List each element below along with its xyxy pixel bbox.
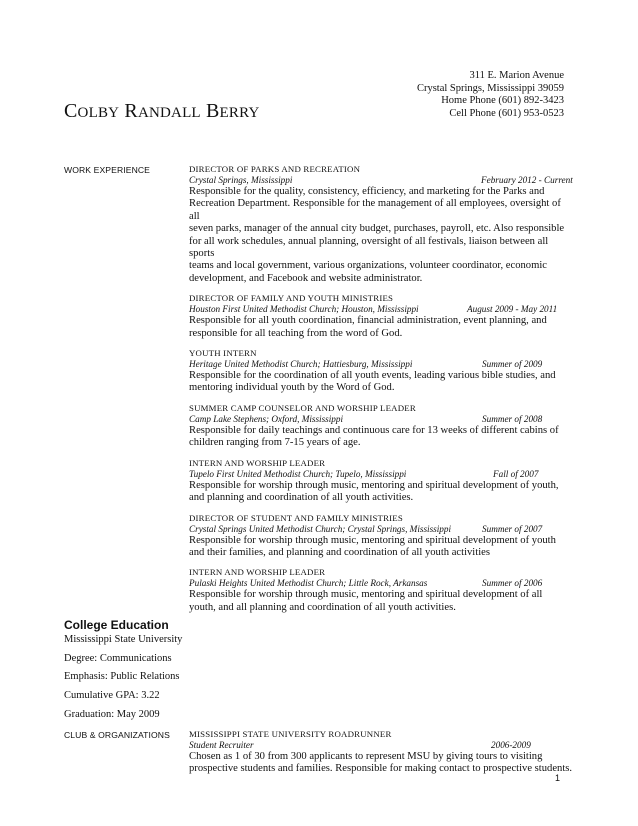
job-org-line [189, 524, 571, 535]
job-description-line: Responsible for the coordination of all youth events, leading various bible studies, and [189, 370, 556, 382]
job-entry [189, 403, 571, 450]
contact-block [417, 70, 564, 120]
job-date: Summer of 2007 [482, 523, 543, 534]
home-phone: Home Phone (601) 892-3423 [441, 95, 564, 107]
name-last-rest: ERRY [219, 105, 260, 121]
job-date: Fall of 2007 [493, 468, 539, 479]
job-title: INTERN AND WORSHIP LEADER [189, 567, 326, 578]
education-gpa: Cumulative GPA: 3.22 [64, 690, 160, 701]
page-number: 1 [554, 773, 560, 783]
job-title: DIRECTOR OF STUDENT AND FAMILY MINISTRIES [189, 512, 403, 523]
job-description-line: responsible for all teaching from the word of God. [189, 327, 403, 339]
job-description-line: youth, and all planning and coordination of all youth activities. [189, 601, 456, 613]
job-description [189, 370, 571, 395]
job-description-line: mentoring individual youth by the Word of God. [189, 382, 395, 394]
work-experience-list [189, 164, 571, 622]
job-description-line: Responsible for the quality, consistency, efficiency, and marketing for the Parks and [189, 186, 545, 197]
job-entry [189, 164, 571, 285]
job-org-line [189, 304, 571, 315]
job-title: DIRECTOR OF FAMILY AND YOUTH MINISTRIES [189, 293, 394, 304]
job-date: Summer of 2008 [482, 413, 543, 424]
job-org: Tupelo First United Methodist Church; Tupelo, Mississippi [189, 468, 407, 479]
education-heading: College Education [64, 618, 169, 632]
job-title: DIRECTOR OF PARKS AND RECREATION [189, 164, 361, 174]
job-description-line: seven parks, manager of the annual city budget, purchases, payroll, etc. Also responsible [189, 223, 565, 235]
job-description [189, 535, 571, 560]
job-org-line [189, 359, 571, 370]
club-description-line: prospective students and families. Responsible for making contact to prospective students. [189, 763, 573, 775]
education-emphasis: Emphasis: Public Relations [64, 671, 180, 682]
job-entry [189, 513, 571, 560]
job-entry [189, 293, 571, 340]
education-degree: Degree: Communications [64, 653, 172, 664]
candidate-name [64, 100, 260, 123]
job-description-line: Responsible for all youth coordination, financial administration, event planning, and [189, 315, 547, 327]
job-entry [189, 348, 571, 395]
job-description-line: Recreation Department. Responsible for the management of all employees, oversight of all [189, 198, 561, 222]
job-description-line: teams and local government, various organizations, volunteer coordinator, economic [189, 260, 547, 272]
job-date: Summer of 2006 [482, 578, 543, 589]
city-line: Crystal Springs, Mississippi 39059 [416, 82, 564, 94]
job-description-line: development, and Facebook and website administrator. [189, 272, 423, 284]
clubs-list [189, 729, 571, 784]
job-org-line [189, 469, 571, 480]
club-description-line: Chosen as 1 of 30 from 300 applicants to represent MSU by giving tours to visiting [189, 751, 543, 762]
job-description [189, 589, 571, 614]
job-description-line: Responsible for worship through music, mentoring and spiritual development of all [189, 589, 543, 601]
job-org: Camp Lake Stephens; Oxford, Mississippi [189, 413, 344, 424]
club-date: 2006-2009 [491, 740, 531, 750]
job-org: Heritage United Methodist Church; Hattiesburg, Mississippi [189, 359, 413, 370]
club-role: Student Recruiter [189, 740, 254, 750]
job-org: Pulaski Heights United Methodist Church; Little Rock, Arkansas [189, 578, 428, 589]
job-org: Crystal Springs United Methodist Church; Crystal Springs, Mississippi [189, 523, 452, 534]
club-title: MISSISSIPPI STATE UNIVERSITY ROADRUNNER [189, 729, 392, 739]
address-line: 311 E. Marion Avenue [469, 70, 564, 81]
job-org-line [189, 175, 571, 186]
name-middle-rest: ANDALL [137, 105, 201, 121]
education-graduation: Graduation: May 2009 [64, 709, 160, 720]
job-title: INTERN AND WORSHIP LEADER [189, 457, 326, 468]
job-entry [189, 458, 571, 505]
job-description-line: and planning and coordination of all youth activities. [189, 492, 414, 504]
name-last-initial: B [206, 100, 220, 122]
job-org-line [189, 578, 571, 589]
job-date: August 2009 - May 2011 [467, 304, 558, 315]
job-date: February 2012 - Current [481, 175, 573, 185]
job-description [189, 315, 571, 340]
job-org: Crystal Springs, Mississippi [189, 175, 293, 185]
job-description-line: and their families, and planning and coordination of all youth activities [189, 546, 490, 558]
work-experience-label: WORK EXPERIENCE [64, 165, 151, 175]
job-entry [189, 567, 571, 614]
job-description-line: for all work schedules, annual planning, oversight of all festivals, liaison between all sports [189, 235, 549, 260]
job-description [189, 425, 571, 450]
job-org: Houston First United Methodist Church; Houston, Mississippi [189, 304, 419, 315]
job-description-line: Responsible for worship through music, mentoring and spiritual development of youth, [189, 479, 559, 491]
clubs-label: CLUB & ORGANIZATIONS [64, 730, 170, 740]
job-description-line: children ranging from 7-15 years of age. [189, 437, 361, 449]
club-description [189, 751, 571, 776]
job-date: Summer of 2009 [482, 359, 543, 370]
education-school: Mississippi State University [64, 634, 183, 645]
job-description-line: Responsible for worship through music, mentoring and spiritual development of youth [189, 534, 556, 546]
club-entry [189, 729, 571, 776]
cell-phone: Cell Phone (601) 953-0523 [449, 107, 564, 119]
job-title: YOUTH INTERN [189, 348, 257, 359]
name-middle-initial: R [124, 100, 138, 122]
job-description-line: Responsible for daily teachings and continuous care for 13 weeks of different cabins of [189, 424, 559, 436]
name-first-rest: OLBY [77, 105, 120, 121]
club-role-line [189, 740, 571, 751]
job-org-line [189, 414, 571, 425]
name-first-initial: C [64, 100, 78, 122]
job-description [189, 186, 571, 285]
job-description [189, 480, 571, 505]
job-title: SUMMER CAMP COUNSELOR AND WORSHIP LEADER [189, 402, 416, 413]
